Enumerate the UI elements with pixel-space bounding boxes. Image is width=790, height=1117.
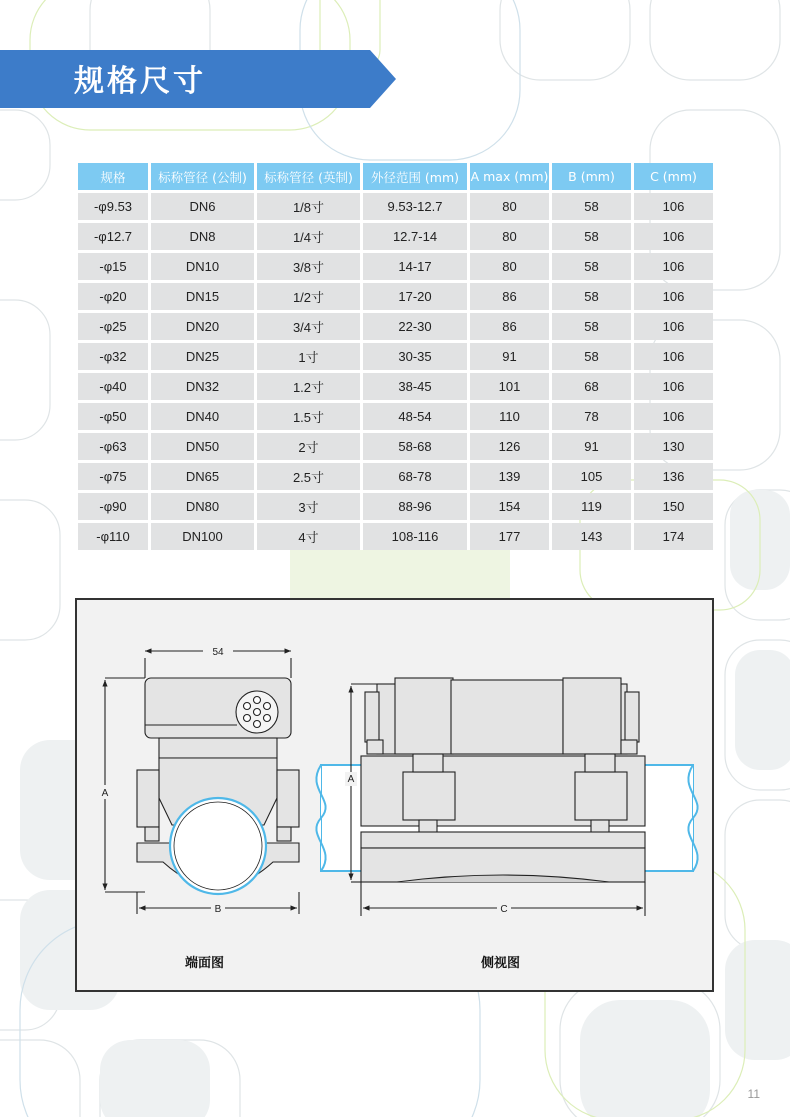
- table-row: [78, 493, 713, 520]
- end-width-label: 54: [212, 647, 224, 658]
- table-cell: 3/4寸: [257, 313, 360, 340]
- table-cell: 86: [470, 283, 549, 310]
- table-cell: 139: [470, 463, 549, 490]
- table-cell: 143: [552, 523, 631, 550]
- table-cell: 106: [634, 223, 713, 250]
- table-cell: DN25: [151, 343, 254, 370]
- table-cell: DN10: [151, 253, 254, 280]
- table-cell: 91: [552, 433, 631, 460]
- table-cell: 58: [552, 283, 631, 310]
- table-cell: DN50: [151, 433, 254, 460]
- table-row: [78, 193, 713, 220]
- table-cell: 154: [470, 493, 549, 520]
- page-title: 规格尺寸: [74, 64, 206, 99]
- table-cell: 106: [634, 283, 713, 310]
- table-cell: -φ15: [78, 253, 148, 280]
- table-cell: 150: [634, 493, 713, 520]
- header-b: B (mm): [552, 163, 631, 190]
- table-cell: 68: [552, 373, 631, 400]
- table-cell: 86: [470, 313, 549, 340]
- table-cell: 1/2寸: [257, 283, 360, 310]
- table-cell: 106: [634, 193, 713, 220]
- table-row: [78, 373, 713, 400]
- table-cell: 1/8寸: [257, 193, 360, 220]
- table-cell: -φ12.7: [78, 223, 148, 250]
- table-cell: DN32: [151, 373, 254, 400]
- table-cell: -φ110: [78, 523, 148, 550]
- table-cell: 58-68: [363, 433, 467, 460]
- table-cell: 130: [634, 433, 713, 460]
- table-cell: 78: [552, 403, 631, 430]
- end-a-label: A: [101, 788, 109, 799]
- header-od-range: 外径范围 (mm): [363, 163, 467, 190]
- table-cell: DN20: [151, 313, 254, 340]
- header-nominal-metric: 标称管径 (公制): [151, 163, 254, 190]
- table-cell: 38-45: [363, 373, 467, 400]
- table-cell: 58: [552, 223, 631, 250]
- table-cell: 12.7-14: [363, 223, 467, 250]
- header-a-max: A max (mm): [470, 163, 549, 190]
- spec-table: [75, 160, 716, 553]
- table-row: [78, 523, 713, 550]
- end-b-label: B: [214, 904, 222, 915]
- table-cell: 80: [470, 253, 549, 280]
- table-cell: 58: [552, 343, 631, 370]
- table-cell: 58: [552, 313, 631, 340]
- table-cell: 58: [552, 193, 631, 220]
- table-row: [78, 463, 713, 490]
- table-cell: 106: [634, 253, 713, 280]
- side-view-drawing: [316, 678, 697, 916]
- table-row: [78, 253, 713, 280]
- table-cell: 91: [470, 343, 549, 370]
- header-nominal-imperial: 标称管径 (英制): [257, 163, 360, 190]
- table-cell: 1寸: [257, 343, 360, 370]
- table-cell: 108-116: [363, 523, 467, 550]
- table-cell: -φ40: [78, 373, 148, 400]
- table-cell: DN15: [151, 283, 254, 310]
- table-row: [78, 313, 713, 340]
- table-cell: 3寸: [257, 493, 360, 520]
- end-view-caption: 端面图: [185, 956, 225, 971]
- table-cell: DN65: [151, 463, 254, 490]
- table-cell: 119: [552, 493, 631, 520]
- dimension-drawing: [75, 598, 714, 992]
- table-row: [78, 433, 713, 460]
- table-cell: 80: [470, 193, 549, 220]
- table-cell: 177: [470, 523, 549, 550]
- table-cell: 2.5寸: [257, 463, 360, 490]
- side-c-label: C: [500, 904, 508, 915]
- table-cell: -φ32: [78, 343, 148, 370]
- table-cell: 22-30: [363, 313, 467, 340]
- table-cell: 58: [552, 253, 631, 280]
- table-row: [78, 283, 713, 310]
- side-view-caption: 侧视图: [481, 956, 521, 971]
- table-cell: DN6: [151, 193, 254, 220]
- table-row: [78, 223, 713, 250]
- table-cell: 106: [634, 313, 713, 340]
- table-cell: -φ75: [78, 463, 148, 490]
- table-cell: -φ63: [78, 433, 148, 460]
- header-c: C (mm): [634, 163, 713, 190]
- table-cell: 17-20: [363, 283, 467, 310]
- table-cell: 3/8寸: [257, 253, 360, 280]
- table-cell: 106: [634, 343, 713, 370]
- table-cell: 106: [634, 403, 713, 430]
- side-a-label: A: [347, 774, 355, 785]
- table-cell: 9.53-12.7: [363, 193, 467, 220]
- table-cell: -φ9.53: [78, 193, 148, 220]
- table-cell: DN80: [151, 493, 254, 520]
- table-cell: 48-54: [363, 403, 467, 430]
- table-body: [78, 193, 713, 550]
- table-row: [78, 403, 713, 430]
- table-cell: -φ90: [78, 493, 148, 520]
- table-header-row: [78, 163, 713, 190]
- table-cell: 30-35: [363, 343, 467, 370]
- table-cell: 68-78: [363, 463, 467, 490]
- table-cell: 106: [634, 373, 713, 400]
- table-cell: DN40: [151, 403, 254, 430]
- table-cell: 1/4寸: [257, 223, 360, 250]
- drawing-svg: [77, 600, 712, 990]
- table-cell: 2寸: [257, 433, 360, 460]
- table-cell: DN100: [151, 523, 254, 550]
- table-cell: -φ50: [78, 403, 148, 430]
- table-cell: 105: [552, 463, 631, 490]
- table-cell: 1.5寸: [257, 403, 360, 430]
- table-cell: 110: [470, 403, 549, 430]
- table-cell: DN8: [151, 223, 254, 250]
- table-cell: 4寸: [257, 523, 360, 550]
- table-row: [78, 343, 713, 370]
- table-cell: 1.2寸: [257, 373, 360, 400]
- table-cell: 136: [634, 463, 713, 490]
- header-spec: 规格: [78, 163, 148, 190]
- table-cell: 14-17: [363, 253, 467, 280]
- table-cell: 101: [470, 373, 549, 400]
- table-cell: 126: [470, 433, 549, 460]
- table-cell: 174: [634, 523, 713, 550]
- table-cell: 80: [470, 223, 549, 250]
- table-cell: -φ25: [78, 313, 148, 340]
- page-number: 11: [747, 1087, 760, 1101]
- table-cell: 88-96: [363, 493, 467, 520]
- end-view-drawing: [105, 651, 299, 914]
- table-cell: -φ20: [78, 283, 148, 310]
